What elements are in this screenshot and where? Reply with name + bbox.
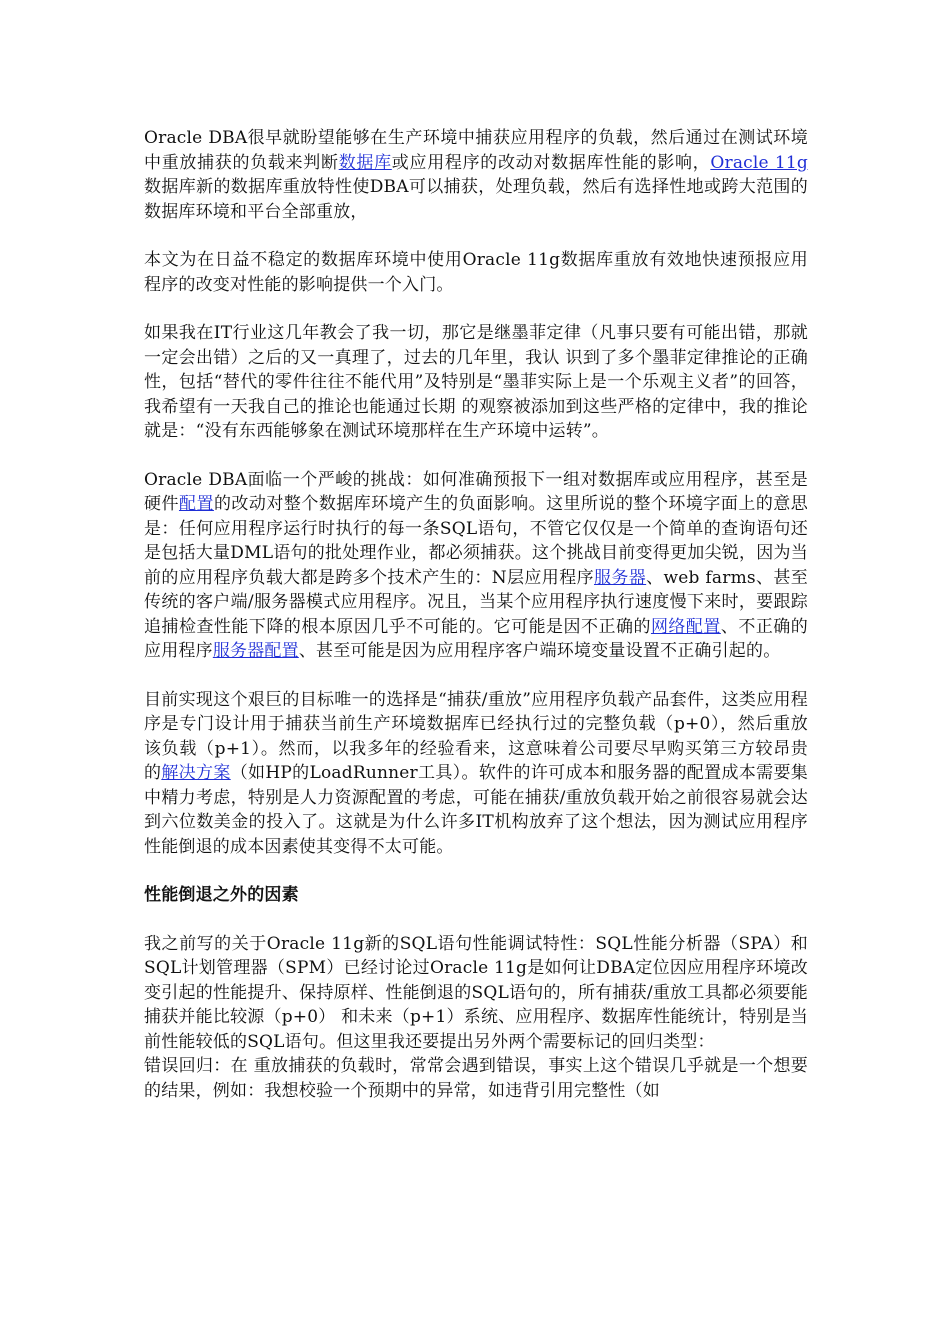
paragraph-error-regression: 错误回归：在 重放捕获的负载时，常常会遇到错误，事实上这个错误几乎就是一个想要的结果，例如：我想校验一个预期中的异常，如违背引用完整性（如 (144, 1056, 808, 1101)
link-server-configuration[interactable]: 服务器配置 (212, 641, 299, 661)
paragraph-challenge (144, 468, 808, 664)
link-oracle-11g[interactable]: Oracle 11g (710, 152, 809, 173)
document-body (144, 126, 808, 1103)
link-solution[interactable]: 解决方案 (161, 763, 231, 783)
paragraph-capture-replay (144, 688, 808, 860)
paragraph-sql-features: 我之前写的关于Oracle 11g新的SQL语句性能调试特性：SQL性能分析器（SPA）和SQL计划管理器（SPM）已经讨论过Oracle 11g是如何让DBA定位因应用程序环境改变引起的性能提升、保持原样、性能倒退的SQL语句的，所有捕获/重放工具都必须要能捕获并能比较源（p+0） 和未来（p+1）系统、应用程序、数据库性能统计，特别是当前性能较低的SQL语句。但这里我还要提出另外两个需要标记的回归类型： (144, 933, 808, 1052)
paragraph-text: 数据库新的数据库重放特性使DBA可以捕获，处理负载，然后有选择性地或跨大范围的数据库环境和平台全部重放， (144, 177, 808, 222)
section-heading: 性能倒退之外的因素 (144, 885, 299, 905)
link-configuration[interactable]: 配置 (178, 494, 214, 514)
paragraph-text: Oracle DBA很早就盼望能够在生产环境中捕获应用程序的负载，然后通过在测试环境中重放捕获的负载来判断 (144, 128, 808, 173)
paragraph-purpose: 本文为在日益不稳定的数据库环境中使用Oracle 11g数据库重放有效地快速预报应用程序的改变对性能的影响提供一个入门。 (144, 250, 808, 295)
paragraph-text: 、不正确的应用程序 (144, 616, 808, 661)
paragraph-text: 或应用程序的改动对数据库性能的影响， (391, 152, 711, 173)
paragraph-text: 、web farms、甚至传统的客户端/服务器模式应用程序。况且，当某个应用程序执行速度慢下来时，要跟踪追捕检查性能下降的根本原因几乎不可能的。它可能是因不正确的 (144, 567, 808, 637)
link-database[interactable]: 数据库 (338, 152, 392, 173)
paragraph-murphy-law: 如果我在IT行业这几年教会了我一切，那它是继墨菲定律（凡事只要有可能出错，那就一定会出错）之后的又一真理了，过去的几年里，我认 识到了多个墨菲定律推论的正确性，包括“替代的零件往往不能代用”及特别是“墨菲实际上是一个乐观主义者”的回答，我希望有一天我自己的推论也能通过长期 的观察被添加到这些严格的定律中，我的推论就是：“没有东西能够象在测试环境那样在生产环境中运转”。 (144, 323, 808, 441)
paragraph-text: 、甚至可能是因为应用程序客户端环境变量设置不正确引起的。 (298, 641, 781, 661)
paragraph-text: （如HP的LoadRunner工具）。软件的许可成本和服务器的配置成本需要集中精力考虑，特别是人力资源配置的考虑，可能在捕获/重放负载开始之前很容易就会达到六位数美金的投入了。这就是为什么许多IT机构放弃了这个想法，因为测试应用程序性能倒退的成本因素使其变得不太可能。 (144, 763, 808, 857)
link-server[interactable]: 服务器 (593, 567, 647, 588)
link-network-configuration[interactable]: 网络配置 (650, 616, 721, 637)
paragraph-intro (144, 126, 808, 224)
paragraph-text: 目前实现这个艰巨的目标唯一的选择是“捕获/重放”应用程序负载产品套件，这类应用程序是专门设计用于捕获当前生产环境数据库已经执行过的完整负载（p+0），然后重放该负载（p+1）。然而，以我多年的经验看来，这意味着公司要尽早购买第三方较昂贵的 (144, 689, 808, 783)
paragraph-text: 的改动对整个数据库环境产生的负面影响。这里所说的整个环境字面上的意思是：任何应用程序运行时执行的每一条SQL语句，不管它仅仅是一个简单的查询语句还是包括大量DML语句的批处理作业，都必须捕获。这个挑战目前变得更加尖锐，因为当前的应用程序负载大都是跨多个技术产生的：N层应用程序 (144, 494, 808, 588)
paragraph-text: Oracle DBA面临一个严峻的挑战：如何准确预报下一组对数据库或应用程序，甚至是硬件 (144, 469, 808, 514)
